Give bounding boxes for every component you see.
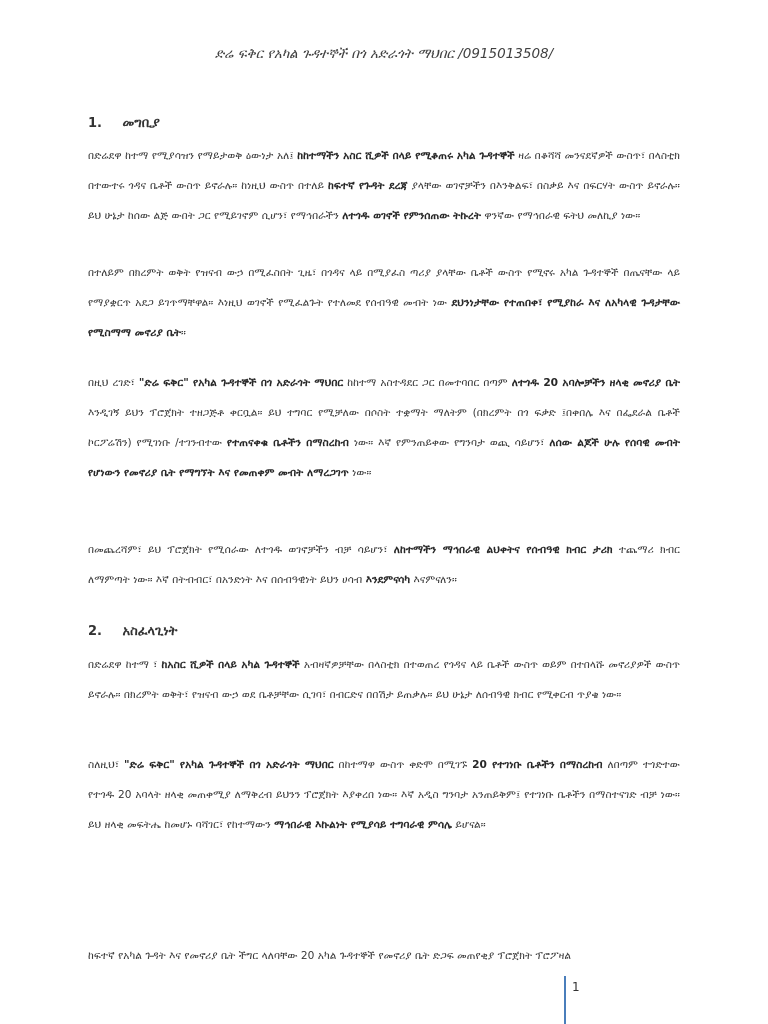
text-run: ዋንኛው የማኅበራዊ ፍትህ መለኪያ ነው። xyxy=(481,210,641,222)
document-footer: ከፍተኛ የአካል ጉዳት እና የመኖሪያ ቤት ችግር ላለባቸው 20 አካል ጉዳተኞች የመኖሪያ ቤት ድጋፍ መጠየቂያ ፕሮጀክት ፕሮፖዛል xyxy=(88,950,572,962)
bold-run: 20 የተገነቡ ቤቶችን በማስረከብ xyxy=(472,759,603,771)
text-run: በመጨረሻም፣ ይህ ፕሮጀክት የሚሰራው ለተጎዱ ወገኖቻችን ብቻ ሳይሆን፣ xyxy=(88,544,394,556)
bold-run: ለተጎዱ 20 አባሎቻችን ዘላቂ መኖሪያ ቤት xyxy=(511,377,680,389)
text-run: ተጨማሪ ክብር ለማምጣት ነው። እኛ በትብብር፣ በአንድነት እና በሰብዓዊነት ይህን ሀሳብ xyxy=(88,544,680,586)
text-run: ዛሬ በቆሻሻ መንናደኛዎች ውስጥ፣ በላስቲክ በተውተሩ ጎዳና ቤቶች ውስጥ ይኖራሉ። ከነዚህ ውስጥ በተለይ xyxy=(88,150,680,192)
paragraph-5 xyxy=(88,650,680,710)
page-number: 1 xyxy=(572,980,580,994)
section-title: አስፈላጊነት xyxy=(122,624,178,639)
page-number-rule xyxy=(564,976,566,1024)
section-number: 1. xyxy=(88,116,102,131)
text-run: እንዲገኝ ይህን ፕሮጀክት ተዘጋጅቶ ቀርቧል። ይህ ተግባር የሚቻለው በሶስት ተቋማት ማለትም (በክረምት በጎ ፍቃድ ፤በቀበሌ እና በፌደራል ቤቶች ኮርፖሬሽን) የሚገነቡ /ተገንብተው xyxy=(88,407,680,449)
bold-run: ለሰው ልጆች ሁሉ የሰባዊ መብት የሆነውን የመኖሪያ ቤት የማግኘት እና የመጠቀም መብት ለማረጋገጥ xyxy=(88,437,680,479)
bold-run: ለተጎዱ ወገኖች የምንሰጠው ትኩረት xyxy=(342,210,481,222)
text-run: አብዛኛዎቻቸው በላስቲክ በተወጠረ የጎዳና ላይ ቤቶች ውስጥ ወይም በተበላሹ መኖሪያዎች ውስጥ ይኖራሉ። በክረምት ወቅት፣ የዝናብ ውኃ ወደ ቤቶቻቸው ሲገባ፣ በብርድና በበሽታ ይጠቃሉ። ይህ ሁኔታ ለሰብዓዊ ክብር የሚቀርብ ጥያቄ ነው። xyxy=(88,659,681,701)
text-run: በዚህ ረገድ፣ xyxy=(88,377,139,389)
text-run: በድሬደዋ ከተማ ፣ xyxy=(88,659,162,671)
paragraph-4 xyxy=(88,535,680,595)
bold-run: ለከተማችን ማኅበራዊ ልህቀትና የሰብዓዊ ክብር ታሪክ xyxy=(393,544,613,556)
text-run: ነው። እኛ የምንጠይቀው የግንባታ ወጪ ሳይሆን፣ xyxy=(348,437,550,449)
paragraph-3 xyxy=(88,368,680,488)
text-run: ። xyxy=(181,327,186,339)
bold-run: ከከተማችን አስር ሺዎች በላይ የሚቆጠሩ አካል ጉዳተኞች xyxy=(297,150,515,162)
bold-run: የተጠናቀቁ ቤቶችን በማስረከብ xyxy=(226,437,349,449)
section-heading-importance xyxy=(88,624,177,639)
text-run: ነው። xyxy=(348,467,372,479)
bold-run: "ድሬ ፍቅር" የአካል ጉዳተኞች በጎ አድራጎት ማህበር xyxy=(124,759,334,771)
text-run: እናምናለን። xyxy=(410,574,457,586)
text-run: በተለይም በክረምት ወቅት የዝናብ ውኃ በሚፈስበት ጊዜ፣ በጎዳና ላይ በሚያፈስ ጣሪያ ያላቸው ቤቶች ውስጥ የሚኖሩ አካል ጉዳተኞች በጤናቸው ላይ የማያቋርጥ አደጋ ይገጥማቸዋል። እነዚህ ወገኖች የሚፈልጉት የተለመደ የሰብዓዊ መብት ነው xyxy=(88,267,680,309)
text-run: በድሬደዋ ከተማ የሚያሳዝን የማይታወቅ ዕውነታ አለ፤ xyxy=(88,150,298,162)
text-run: ይሆናል። xyxy=(452,819,486,831)
paragraph-2 xyxy=(88,258,680,348)
bold-run: "ድሬ ፍቅር" የአካል ጉዳተኞች በጎ አድራጎት ማህበር xyxy=(138,377,344,389)
paragraph-1 xyxy=(88,141,680,231)
bold-run: ከአስር ሺዎች በላይ አካል ጉዳተኞች xyxy=(161,659,300,671)
paragraph-6 xyxy=(88,750,680,840)
bold-run: ማኅበራዊ እኩልነት የሚያሳይ ተግባራዊ ምሳሌ xyxy=(274,819,452,831)
text-run: ከከተማ አስተዳደር ጋር በመተባበር በጣም xyxy=(343,377,512,389)
section-heading-introduction xyxy=(88,116,160,131)
document-header: ድሬ ፍቅር የአካል ጉዳተኞች በጎ አድራጎት ማህበር /0915013508/ xyxy=(214,46,554,62)
text-run: ያላቸው ወገኖቻችን በእንቅልፍ፣ በስቃይ እና በፍርሃት ውስጥ ይኖራሉ። ይህ ሁኔታ ከሰው ልጅ ውበት ጋር የሚይገኖም ሲሆን፣ የማኅበራችን xyxy=(88,180,681,222)
text-run: ለበጣም ተጎድተው የተጎዱ 20 አባላት ዘላቂ መጠቀሚያ ለማቅረብ ይህንን ፕሮጀክት እያቀረበ ነው። እኛ አዲስ ግንባታ አንጠይቅም፤ የተገነቡ ቤቶችን በማስተናገድ ብቻ ነው። ይህ ዘላቂ መፍትሔ ከመሆኑ ባሻገር፣ የከተማውን xyxy=(88,759,680,831)
text-run: በከተማዋ ውስጥ ቀድሞ በሚገኙ xyxy=(333,759,473,771)
section-title: መግቢያ xyxy=(122,116,160,131)
bold-run: ከፍተኛ የጉዳት ደረጃ xyxy=(327,180,408,192)
text-run: ስለዚህ፣ xyxy=(88,759,125,771)
bold-run: እንደምናሳካ xyxy=(365,574,411,586)
section-number: 2. xyxy=(88,624,102,639)
bold-run: ደህንነታቸው የተጠበቀ፣ የሚያከራ እና ለአካላዊ ጉዳታቸው የሚስማማ መኖሪያ ቤት xyxy=(88,297,681,339)
